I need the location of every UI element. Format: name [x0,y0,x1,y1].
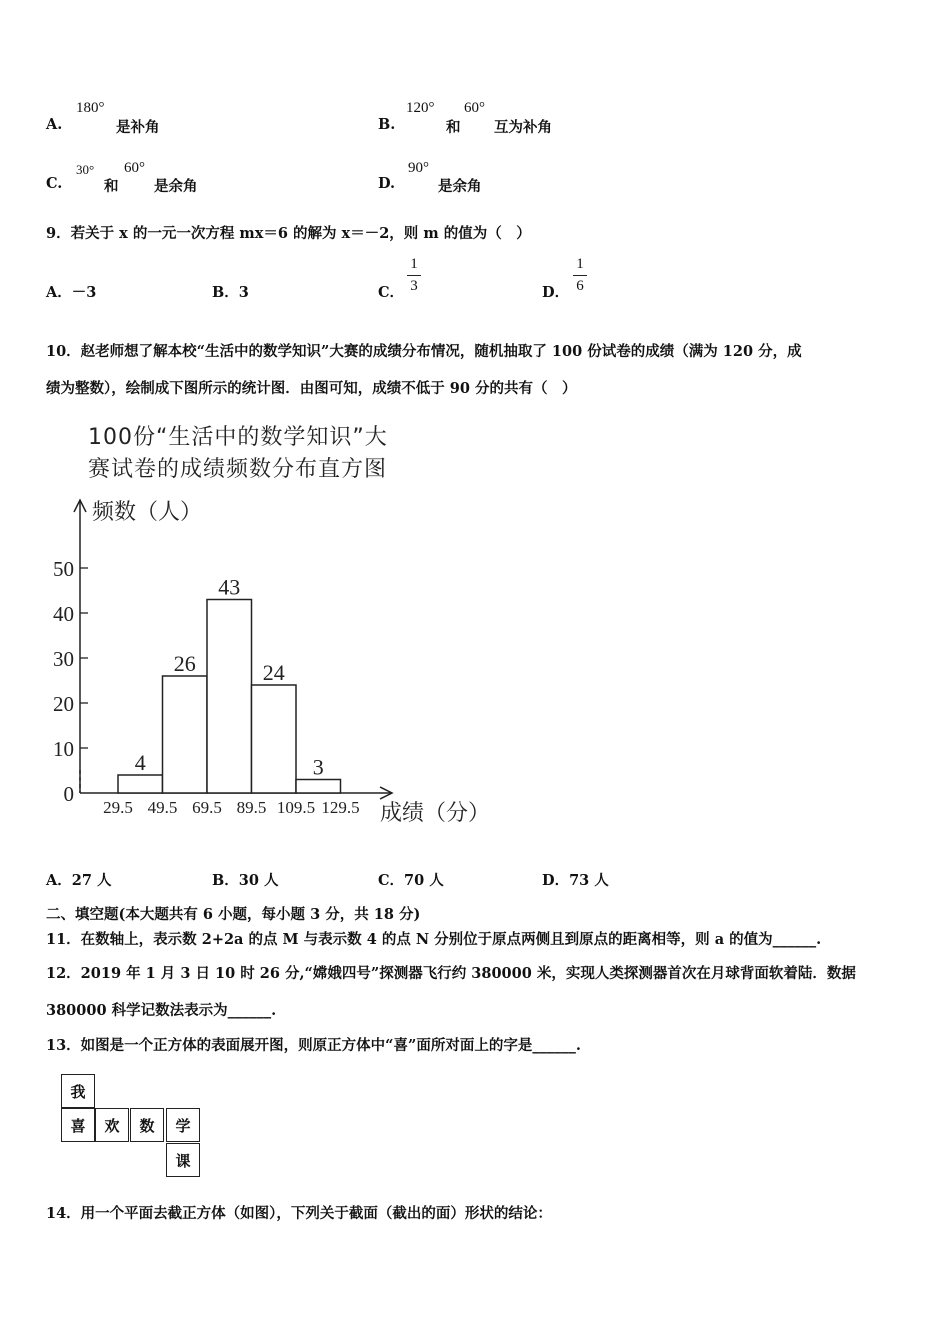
q10-option-c: C．70 人 [378,872,444,889]
bar-value-label: 24 [262,660,285,685]
bar-value-label: 4 [134,750,146,775]
chart-title-line2: 赛试卷的成绩频数分布直方图 [88,457,388,482]
y-tick-label: 0 [63,782,74,806]
y-tick-label: 20 [53,692,74,716]
q10-stem-line1: 10．赵老师想了解本校“生活中的数学知识”大赛的成绩分布情况，随机抽取了 100 份试卷的成绩（满为 120 分，成 [46,343,802,360]
q8-a-math: 180° [76,100,105,116]
q12-line2: 380000 科学记数法表示为______. [46,1002,277,1019]
y-tick-label: 50 [53,557,74,581]
chart-title-line1: 100份“生活中的数学知识”大 [88,425,388,450]
y-tick-label: 10 [53,737,74,761]
histogram-bar [252,685,297,793]
q9-option-b: B．3 [212,284,249,301]
q8-option-d: D. [378,175,396,192]
q9-stem: 9．若关于 x 的一元一次方程 mx＝6 的解为 x＝－2，则 m 的值为（ ） [46,225,531,242]
q8-c-join: 和 [104,178,119,195]
net-cell: 喜 [61,1108,95,1142]
q10-stem-line2: 绩为整数），绘制成下图所示的统计图．由图可知，成绩不低于 90 分的共有（ ） [46,380,577,397]
net-cell: 数 [130,1108,164,1142]
q10-option-b: B．30 人 [212,872,279,889]
q8-d-text: 是余角 [438,178,482,195]
q8-b-join: 和 [446,119,461,136]
x-tick-label: 29.5 [103,798,133,817]
bar-value-label: 43 [218,574,241,600]
bar-value-label: 3 [312,754,324,780]
q9-option-c: C． [378,284,405,301]
x-tick-label: 49.5 [147,798,178,817]
q8-option-c: C. [46,175,63,192]
histogram-bar [296,780,341,794]
q8-d-math: 90° [408,160,429,176]
x-axis-label: 成绩（分） [380,801,491,826]
x-tick-label: 109.5 [276,798,316,817]
q13: 13．如图是一个正方体的表面展开图，则原正方体中“喜”面所对面上的字是______. [46,1037,581,1054]
bar-value-label: 26 [173,651,196,676]
q9-option-d: D． [542,284,570,301]
histogram-bar [163,676,208,793]
q8-b-math2: 60° [464,100,485,116]
y-tick-label: 30 [53,647,74,671]
q9-option-a: A．－3 [46,284,97,301]
y-axis-label: 频数（人） [92,500,203,525]
q8-b-math1: 120° [406,100,435,116]
histogram-bar [118,775,163,793]
section-heading: 二、填空题(本大题共有 6 小题，每小题 3 分，共 18 分) [46,906,421,923]
q8-option-b: B. [378,116,396,133]
x-tick-label: 69.5 [192,798,222,817]
y-tick-label: 40 [53,602,74,626]
q10-option-a: A．27 人 [46,872,112,889]
q8-c-text: 是余角 [154,178,198,195]
net-cell-top: 我 [61,1074,95,1108]
q14: 14．用一个平面去截正方体（如图），下列关于截面（截出的面）形状的结论： [46,1205,552,1222]
q9-d-fraction: 1 6 [573,256,587,295]
x-tick-label: 129.5 [321,798,360,817]
net-cell: 学 [166,1108,200,1142]
q11: 11．在数轴上，表示数 2+2a 的点 M 与表示数 4 的点 N 分别位于原点两侧且到原点的距离相等，则 a 的值为______. [46,931,822,948]
q8-b-text: 互为补角 [494,119,552,136]
histogram-bar [207,600,252,794]
x-tick-label: 89.5 [236,798,267,817]
q9-c-fraction: 1 3 [407,256,421,295]
q8-c-math2: 60° [124,160,145,176]
option-label: A. [46,116,63,133]
q10-option-d: D．73 人 [542,872,609,889]
net-cell: 欢 [95,1108,129,1142]
q8-c-math1: 30° [76,162,95,177]
q8-a-text: 是补角 [116,119,160,136]
net-cell-bottom: 课 [166,1143,200,1177]
q12-line1: 12．2019 年 1 月 3 日 10 时 26 分,“嫦娥四号”探测器飞行约 380000 米，实现人类探测器首次在月球背面软着陆．数据 [46,965,856,982]
